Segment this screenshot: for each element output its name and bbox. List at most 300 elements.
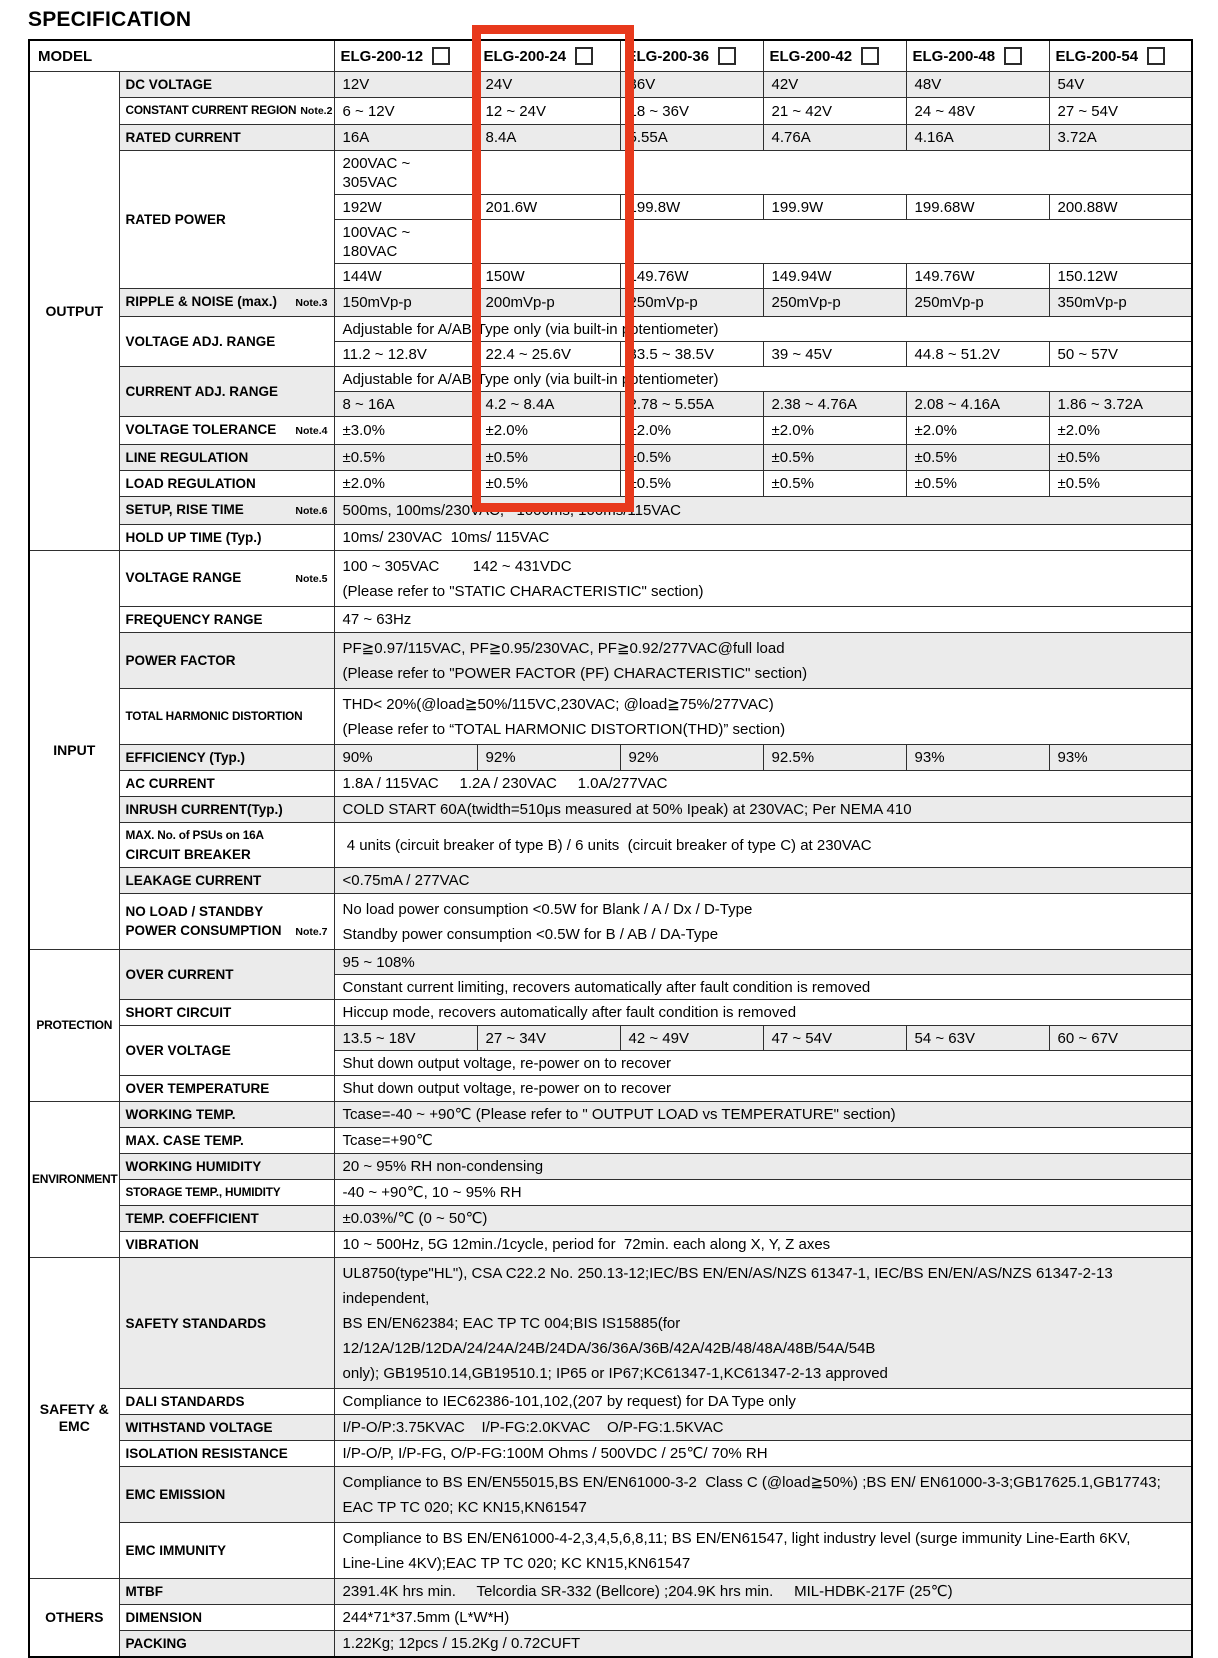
row-label-text: LOAD REGULATION	[125, 476, 256, 491]
value-cell	[477, 745, 620, 771]
value-cell	[477, 72, 620, 98]
value-text: 350mVp-p	[1057, 294, 1127, 311]
model-checkbox[interactable]	[718, 47, 736, 65]
value-text: 47 ~ 63Hz	[342, 611, 412, 628]
value-text: 42V	[771, 76, 799, 93]
value-text: 12V	[342, 76, 370, 93]
value-text: 33.5 ~ 38.5V	[628, 345, 715, 363]
value-text: 100 ~ 305VAC 142 ~ 431VDC	[342, 557, 572, 575]
section-name: INPUT	[53, 741, 96, 758]
value-cell	[334, 525, 1192, 551]
model-name: ELG-200-36	[626, 47, 710, 65]
value-cell	[334, 1605, 1192, 1631]
value-text: COLD START 60A(twidth=510μs measured at 50% Ipeak) at 230VAC; Per NEMA 410	[342, 801, 912, 818]
spec-table-body	[29, 72, 1192, 1658]
value-text: ±0.5%	[771, 475, 814, 492]
row-label-text: POWER CONSUMPTION	[125, 922, 282, 938]
value-text: 500ms, 100ms/230VAC, 1000ms, 100ms/115VAC	[342, 502, 682, 519]
row-label-over-voltage	[119, 1026, 334, 1076]
value-cell	[763, 72, 906, 98]
note-ref: Note.7	[295, 925, 328, 938]
value-cell	[477, 392, 620, 417]
value-text: (Please refer to "POWER FACTOR (PF) CHARACTERISTIC" section)	[342, 664, 808, 682]
value-cell	[763, 125, 906, 151]
value-text: 8.4A	[485, 129, 517, 146]
value-text: 92.5%	[771, 749, 815, 766]
value-text: ±2.0%	[914, 422, 957, 439]
value-text: 4.2 ~ 8.4A	[485, 395, 555, 413]
value-text: 54V	[1057, 76, 1085, 93]
value-cell	[334, 1000, 1192, 1026]
value-cell	[763, 745, 906, 771]
row-label-text: INRUSH CURRENT(Typ.)	[125, 802, 283, 817]
row-label-text: EMC IMMUNITY	[125, 1543, 226, 1558]
value-cell	[620, 745, 763, 771]
row-label-voltage-range	[119, 551, 334, 607]
value-text: I/P-O/P:3.75KVAC I/P-FG:2.0KVAC O/P-FG:1.5KVAC	[342, 1419, 724, 1436]
row-label-text: TOTAL HARMONIC DISTORTION	[125, 709, 303, 723]
value-cell	[477, 220, 1192, 264]
value-cell	[620, 125, 763, 151]
section-name: SAFETY &	[39, 1401, 109, 1417]
value-cell	[334, 689, 1192, 745]
model-checkbox[interactable]	[1147, 47, 1165, 65]
value-text: Adjustable for A/AB-Type only (via built-in potentiometer)	[342, 320, 719, 338]
model-col-elg-200-54	[1049, 40, 1192, 72]
value-cell	[334, 1102, 1192, 1128]
value-cell	[1049, 289, 1192, 317]
value-text: Line-Line 4KV);EAC TP TC 020; KC KN15,KN61547	[342, 1554, 691, 1572]
row-label-total-harmonic-distortion	[119, 689, 334, 745]
model-checkbox[interactable]	[861, 47, 879, 65]
model-name: ELG-200-48	[912, 47, 996, 65]
value-text: 2391.4K hrs min. Telcordia SR-332 (Bellcore) ;204.9K hrs min. MIL-HDBK-217F (25℃)	[342, 1583, 953, 1600]
value-text: ±2.0%	[485, 422, 528, 439]
value-cell	[334, 98, 477, 125]
value-text: Standby power consumption <0.5W for B / AB / DA-Type	[342, 925, 719, 943]
value-cell	[334, 1415, 1192, 1441]
model-name: ELG-200-24	[483, 47, 567, 65]
value-text: 192W	[342, 198, 382, 216]
value-text: (Please refer to "STATIC CHARACTERISTIC" section)	[342, 582, 704, 600]
value-text: 250mVp-p	[771, 294, 841, 311]
row-label-text: EMC EMISSION	[125, 1487, 226, 1502]
value-text: 144W	[342, 267, 382, 285]
value-text: 50 ~ 57V	[1057, 345, 1118, 363]
row-label-text: PACKING	[125, 1636, 187, 1651]
row-label-over-current	[119, 950, 334, 1000]
value-text: Compliance to BS EN/EN61000-4-2,3,4,5,6,8,11; BS EN/EN61547, light industry level (surge immunity Line-Earth 6KV,	[342, 1529, 1131, 1547]
value-text: ±2.0%	[771, 422, 814, 439]
value-cell	[1049, 471, 1192, 497]
row-label-text: WORKING TEMP.	[125, 1107, 236, 1122]
note-ref: Note.5	[295, 573, 328, 585]
value-text: 1.8A / 115VAC 1.2A / 230VAC 1.0A/277VAC	[342, 775, 668, 792]
value-text: 18 ~ 36V	[628, 102, 689, 120]
value-cell	[334, 72, 477, 98]
row-label-text: MAX. No. of PSUs on 16A	[125, 828, 264, 842]
value-text: 27 ~ 34V	[485, 1029, 546, 1047]
value-text: 3.72A	[1057, 129, 1097, 146]
row-label-text: ISOLATION RESISTANCE	[125, 1446, 288, 1461]
value-cell	[334, 551, 1192, 607]
row-label-text: TEMP. COEFFICIENT	[125, 1211, 259, 1226]
value-cell	[763, 1026, 906, 1051]
value-cell	[334, 289, 477, 317]
section-label-output	[29, 72, 119, 551]
row-label-text: DIMENSION	[125, 1610, 203, 1625]
value-text: ±0.5%	[342, 449, 385, 466]
value-cell	[763, 98, 906, 125]
row-label-ac-current	[119, 771, 334, 797]
value-cell	[334, 471, 477, 497]
row-label-text: OVER VOLTAGE	[125, 1043, 231, 1058]
value-cell	[1049, 745, 1192, 771]
value-text: Adjustable for A/AB-Type only (via built-in potentiometer)	[342, 370, 719, 388]
model-name: ELG-200-42	[769, 47, 853, 65]
model-checkbox[interactable]	[575, 47, 593, 65]
value-text: 4.76A	[771, 129, 811, 146]
value-text: 2.38 ~ 4.76A	[771, 395, 858, 413]
value-text: 93%	[914, 749, 945, 766]
value-cell	[334, 264, 477, 289]
value-cell	[620, 392, 763, 417]
model-name: ELG-200-54	[1055, 47, 1139, 65]
value-text: 200VAC ~ 305VAC	[342, 154, 415, 191]
value-cell	[620, 471, 763, 497]
value-text: ±0.5%	[771, 449, 814, 466]
model-header-row	[29, 40, 1192, 72]
value-cell	[334, 823, 1192, 868]
value-text: 42 ~ 49V	[628, 1029, 689, 1047]
row-label-temp-coefficient	[119, 1206, 334, 1232]
row-label-short-circuit	[119, 1000, 334, 1026]
row-label-emc-immunity	[119, 1523, 334, 1579]
value-cell	[620, 195, 763, 220]
value-text: 201.6W	[485, 198, 538, 216]
row-label-dc-voltage	[119, 72, 334, 98]
value-text: 22.4 ~ 25.6V	[485, 345, 572, 363]
value-text: 6 ~ 12V	[342, 102, 395, 120]
value-text: 8 ~ 16A	[342, 395, 395, 413]
section-label-environment	[29, 1102, 119, 1258]
value-text: 199.68W	[914, 198, 975, 216]
row-label-leakage-current	[119, 868, 334, 894]
row-label-setup-rise-time	[119, 497, 334, 525]
value-text: 21 ~ 42V	[771, 102, 832, 120]
model-col-elg-200-36	[620, 40, 763, 72]
note-ref: Note.6	[295, 505, 328, 517]
section-name: OTHERS	[45, 1609, 104, 1625]
value-text: 60 ~ 67V	[1057, 1029, 1118, 1047]
value-text: THD< 20%(@load≧50%/115VC,230VAC; @load≧75%/277VAC)	[342, 695, 774, 713]
row-label-line-regulation	[119, 445, 334, 471]
value-text: 5.55A	[628, 129, 668, 146]
value-cell	[334, 868, 1192, 894]
row-label-text: FREQUENCY RANGE	[125, 612, 263, 627]
row-label-text: WORKING HUMIDITY	[125, 1159, 262, 1174]
value-text: EAC TP TC 020; KC KN15,KN61547	[342, 1498, 587, 1516]
row-label-text: CONSTANT CURRENT REGION	[125, 103, 297, 117]
value-cell	[334, 1232, 1192, 1258]
value-text: 150.12W	[1057, 267, 1118, 285]
model-checkbox[interactable]	[1004, 47, 1022, 65]
row-label-dimension	[119, 1605, 334, 1631]
value-cell	[334, 220, 477, 264]
row-label-max-case-temp	[119, 1128, 334, 1154]
row-label-text: EFFICIENCY (Typ.)	[125, 750, 246, 765]
value-text: 199.9W	[771, 198, 824, 216]
value-text: 10ms/ 230VAC 10ms/ 115VAC	[342, 529, 550, 546]
section-label-input	[29, 551, 119, 950]
value-text: ±0.5%	[1057, 449, 1100, 466]
value-cell	[477, 125, 620, 151]
row-label-vibration	[119, 1232, 334, 1258]
row-label-voltage-tolerance	[119, 417, 334, 445]
row-label-text: LINE REGULATION	[125, 450, 249, 465]
value-text: 149.76W	[914, 267, 975, 285]
row-label-working-humidity	[119, 1154, 334, 1180]
model-header-cell: MODEL	[29, 40, 334, 72]
row-label-text: LEAKAGE CURRENT	[125, 873, 262, 888]
value-text: 149.94W	[771, 267, 832, 285]
row-label-text: RATED CURRENT	[125, 130, 241, 145]
value-cell	[763, 392, 906, 417]
value-text: 16A	[342, 129, 370, 146]
value-text: 48V	[914, 76, 942, 93]
section-name: EMC	[58, 1418, 90, 1434]
row-label-text: RIPPLE & NOISE (max.)	[125, 294, 278, 309]
row-label-safety-standards	[119, 1258, 334, 1389]
value-text: ±0.5%	[1057, 475, 1100, 492]
value-cell	[1049, 1026, 1192, 1051]
value-cell	[763, 445, 906, 471]
value-text: ±2.0%	[342, 475, 385, 492]
row-label-text: MAX. CASE TEMP.	[125, 1133, 244, 1148]
value-text: 11.2 ~ 12.8V	[342, 345, 427, 363]
value-text: Compliance to IEC62386-101,102,(207 by request) for DA Type only	[342, 1393, 796, 1410]
page-title: SPECIFICATION	[28, 8, 192, 31]
row-label-text: SETUP, RISE TIME	[125, 502, 244, 517]
value-text: 13.5 ~ 18V	[342, 1029, 416, 1047]
value-cell	[763, 417, 906, 445]
value-cell	[1049, 264, 1192, 289]
value-text: 150mVp-p	[342, 294, 412, 311]
value-cell	[620, 342, 763, 367]
value-cell	[906, 471, 1049, 497]
model-name: ELG-200-12	[340, 47, 424, 65]
row-label-no-load-standby-power-consumption	[119, 894, 334, 950]
row-label-ripple-noise-max	[119, 289, 334, 317]
value-text: No load power consumption <0.5W for Blank / A / Dx / D-Type	[342, 900, 753, 918]
value-cell	[334, 445, 477, 471]
value-cell	[477, 471, 620, 497]
value-text: ±0.5%	[628, 475, 671, 492]
model-col-elg-200-12	[334, 40, 477, 72]
value-cell	[334, 1389, 1192, 1415]
value-cell	[1049, 98, 1192, 125]
value-cell	[906, 195, 1049, 220]
row-label-efficiency-typ	[119, 745, 334, 771]
value-cell	[334, 195, 477, 220]
row-label-emc-emission	[119, 1467, 334, 1523]
value-cell	[620, 417, 763, 445]
value-text: 27 ~ 54V	[1057, 102, 1118, 120]
value-cell	[334, 1154, 1192, 1180]
value-text: 54 ~ 63V	[914, 1029, 975, 1047]
value-cell	[477, 445, 620, 471]
model-col-elg-200-24	[477, 40, 620, 72]
value-cell	[334, 1631, 1192, 1658]
value-cell	[334, 1523, 1192, 1579]
row-label-text: NO LOAD / STANDBY	[125, 903, 264, 919]
value-cell	[906, 98, 1049, 125]
value-text: Tcase=+90℃	[342, 1132, 433, 1149]
row-label-inrush-current-typ	[119, 797, 334, 823]
value-text: Shut down output voltage, re-power on to recover	[342, 1080, 672, 1097]
value-cell	[763, 342, 906, 367]
value-cell	[477, 1026, 620, 1051]
row-label-text: AC CURRENT	[125, 776, 215, 791]
value-cell	[334, 894, 1192, 950]
value-text: <0.75mA / 277VAC	[342, 872, 470, 889]
value-cell	[334, 367, 1192, 392]
value-cell	[334, 1128, 1192, 1154]
value-text: 150W	[485, 267, 525, 285]
section-name: ENVIRONMENT	[32, 1172, 118, 1186]
row-label-text: VOLTAGE RANGE	[125, 570, 242, 585]
value-cell	[334, 342, 477, 367]
value-text: Constant current limiting, recovers automatically after fault condition is removed	[342, 978, 871, 996]
value-text: ±0.03%/℃ (0 ~ 50℃)	[342, 1210, 488, 1227]
value-cell	[906, 342, 1049, 367]
model-col-elg-200-48	[906, 40, 1049, 72]
value-text: 200.88W	[1057, 198, 1118, 216]
value-text: 1.22Kg; 12pcs / 15.2Kg / 0.72CUFT	[342, 1635, 581, 1652]
row-label-text: CURRENT ADJ. RANGE	[125, 384, 279, 399]
value-cell	[1049, 125, 1192, 151]
note-ref: Note.2	[300, 105, 333, 117]
value-text: 44.8 ~ 51.2V	[914, 345, 1001, 363]
value-text: ±0.5%	[485, 475, 528, 492]
model-col-elg-200-42	[763, 40, 906, 72]
value-text: 100VAC ~ 180VAC	[342, 223, 415, 260]
value-text: PF≧0.97/115VAC, PF≧0.95/230VAC, PF≧0.92/277VAC@full load	[342, 639, 785, 657]
value-text: 12 ~ 24V	[485, 102, 546, 120]
value-text: 39 ~ 45V	[771, 345, 832, 363]
row-label-max-no-of-psus-on-16a-circuit-breaker	[119, 823, 334, 868]
row-label-voltage-adj-range	[119, 317, 334, 367]
value-cell	[1049, 72, 1192, 98]
value-text: 92%	[485, 749, 516, 766]
row-label-constant-current-region	[119, 98, 334, 125]
value-cell	[1049, 417, 1192, 445]
value-cell	[334, 1579, 1192, 1605]
value-cell	[620, 98, 763, 125]
value-cell	[334, 607, 1192, 633]
value-cell	[477, 264, 620, 289]
value-text: Shut down output voltage, re-power on to recover	[342, 1054, 672, 1072]
section-label-protection	[29, 950, 119, 1102]
value-cell	[334, 771, 1192, 797]
value-text: only); GB19510.14,GB19510.1; IP65 or IP67;KC61347-1,KC61347-2-13 approved	[342, 1364, 888, 1382]
value-text: ±0.5%	[485, 449, 528, 466]
value-cell	[477, 342, 620, 367]
value-cell	[334, 1051, 1192, 1076]
row-label-text: WITHSTAND VOLTAGE	[125, 1420, 273, 1435]
value-text: 2.08 ~ 4.16A	[914, 395, 1001, 413]
value-text: 36V	[628, 76, 656, 93]
row-label-working-temp	[119, 1102, 334, 1128]
value-cell	[334, 633, 1192, 689]
value-cell	[334, 975, 1192, 1000]
value-text: 92%	[628, 749, 659, 766]
row-label-load-regulation	[119, 471, 334, 497]
value-text: 47 ~ 54V	[771, 1029, 832, 1047]
value-cell	[334, 1441, 1192, 1467]
value-cell	[334, 151, 477, 195]
value-cell	[906, 72, 1049, 98]
value-text: 250mVp-p	[628, 294, 698, 311]
row-label-text: DALI STANDARDS	[125, 1394, 245, 1409]
value-cell	[334, 1206, 1192, 1232]
value-cell	[763, 471, 906, 497]
row-label-text: OVER CURRENT	[125, 967, 234, 982]
value-cell	[477, 151, 1192, 195]
value-text: Hiccup mode, recovers automatically after fault condition is removed	[342, 1004, 797, 1021]
value-cell	[1049, 195, 1192, 220]
row-label-over-temperature	[119, 1076, 334, 1102]
value-cell	[334, 317, 1192, 342]
value-cell	[334, 1076, 1192, 1102]
row-label-text: SHORT CIRCUIT	[125, 1005, 232, 1020]
value-cell	[334, 745, 477, 771]
row-label-current-adj-range	[119, 367, 334, 417]
value-text: 2.78 ~ 5.55A	[628, 395, 715, 413]
row-label-frequency-range	[119, 607, 334, 633]
value-cell	[334, 125, 477, 151]
value-cell	[334, 497, 1192, 525]
section-label-safety-emc	[29, 1258, 119, 1579]
value-cell	[763, 289, 906, 317]
note-ref: Note.4	[295, 425, 328, 437]
section-name: OUTPUT	[45, 302, 104, 319]
value-text: Compliance to BS EN/EN55015,BS EN/EN61000-3-2 Class C (@load≧50%) ;BS EN/ EN61000-3-3;GB17625.1,GB17743;	[342, 1473, 1161, 1491]
value-cell	[906, 417, 1049, 445]
row-label-text: SAFETY STANDARDS	[125, 1315, 267, 1331]
value-text: 1.86 ~ 3.72A	[1057, 395, 1144, 413]
value-text: ±2.0%	[628, 422, 671, 439]
row-label-text: CIRCUIT BREAKER	[125, 847, 251, 862]
value-text: Tcase=-40 ~ +90℃ (Please refer to " OUTPUT LOAD vs TEMPERATURE" section)	[342, 1106, 896, 1123]
value-cell	[906, 289, 1049, 317]
value-text: 4 units (circuit breaker of type B) / 6 units (circuit breaker of type C) at 230VAC	[342, 836, 872, 854]
value-cell	[763, 195, 906, 220]
value-cell	[906, 745, 1049, 771]
row-label-text: POWER FACTOR	[125, 653, 236, 668]
value-cell	[906, 125, 1049, 151]
value-text: 20 ~ 95% RH non-condensing	[342, 1158, 544, 1175]
model-checkbox[interactable]	[432, 47, 450, 65]
row-label-text: OVER TEMPERATURE	[125, 1081, 270, 1096]
value-text: 4.16A	[914, 129, 954, 146]
value-cell	[620, 1026, 763, 1051]
value-text: 24 ~ 48V	[914, 102, 975, 120]
value-text: -40 ~ +90℃, 10 ~ 95% RH	[342, 1184, 522, 1201]
value-cell	[906, 445, 1049, 471]
value-cell	[334, 950, 1192, 975]
row-label-packing	[119, 1631, 334, 1658]
